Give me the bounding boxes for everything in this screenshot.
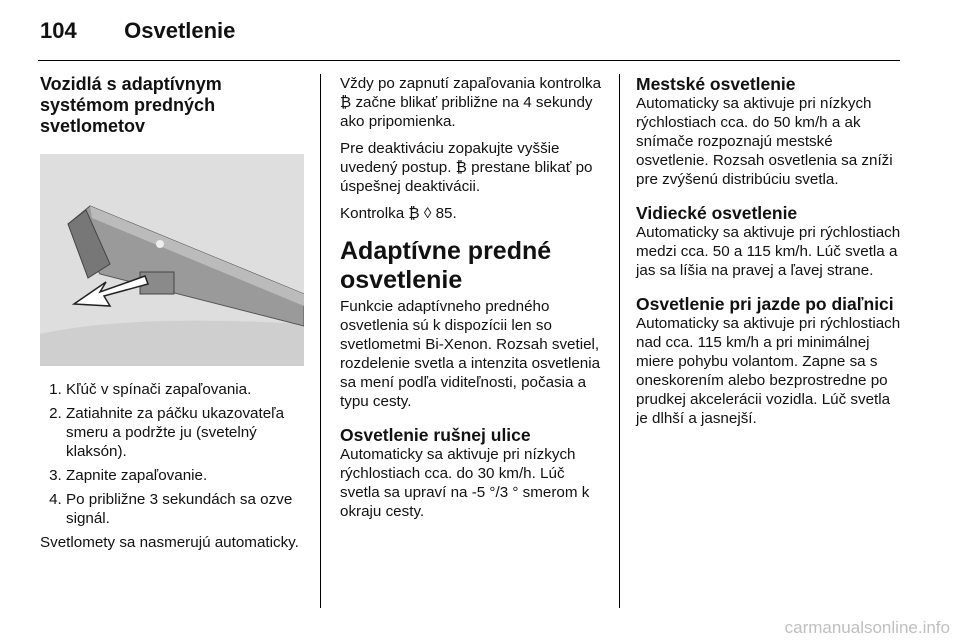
motorway-lighting-text: Automaticky sa aktivuje pri rýchlostiach nad cca. 115 km/h a pri minimálnej miere pohybu volantom. Zapne sa s oneskorením alebo bezprostredne po prudkej akcelerácii vozidla. Lúč svetla je dlhší a jasnejší. [636,315,901,427]
rural-lighting-heading: Vidiecké osvetlenie [636,203,798,223]
page-header [40,18,235,44]
column-2 [340,74,606,529]
lever-illustration [40,154,304,366]
step-item: 4. Po približne 3 sekundách sa ozve signál. [66,490,306,528]
busy-street-heading: Osvetlenie rušnej ulice [340,425,531,445]
watermark: carmanualsonline.info [784,618,950,637]
page-number: 104 [40,18,77,43]
motorway-lighting-heading: Osvetlenie pri jazde po diaľnici [636,294,894,314]
note-paragraph: Svetlomety sa nasmerujú automaticky. [40,534,299,551]
busy-street-text: Automaticky sa aktivuje pri nízkych rýchlostiach cca. do 30 km/h. Lúč svetla sa upraví na -5 °/3 ° smerom k okraju cesty. [340,446,590,520]
section-title: Osvetlenie [124,18,236,43]
city-lighting-text: Automaticky sa aktivuje pri nízkych rýchlostiach cca. do 50 km/h a ak snímače rozpoznajú mestské osvetlenie. Rozsah osvetlenia sa zníži pre zvýšenú distribúciu svetla. [636,95,893,188]
section-heading: Adaptívne predné osvetlenie [340,237,552,294]
subsection-title: Vozidlá s adaptívnym systémom predných svetlometov [40,74,222,136]
turn-signal-lever-figure [40,154,304,366]
step-item: 3. Zapnite zapaľovanie. [66,466,306,485]
reference-paragraph: Kontrolka ₿ ◊ 85. [340,205,457,222]
column-divider-1 [320,74,321,608]
rural-lighting-text: Automaticky sa aktivuje pri rýchlostiach medzi cca. 50 a 115 km/h. Lúč svetla a jas sa líšia na pravej a ľavej strane. [636,224,901,279]
step-item: 2. Zatiahnite za páčku ukazovateľa smeru a podržte ju (svetelný klaksón). [66,404,306,461]
city-lighting-heading: Mestské osvetlenie [636,74,796,94]
column-3 [636,74,902,436]
deactivation-paragraph: Pre deaktiváciu zopakujte vyššie uvedený postup. ₿ prestane blikať po úspešnej deaktivácii. [340,140,593,195]
column-1 [40,74,306,560]
step-item: 1. Kľúč v spínači zapaľovania. [66,380,306,399]
intro-paragraph: Funkcie adaptívneho predného osvetlenia sú k dispozícii len so svetlometmi Bi-Xenon. Rozsah svetiel, rozdelenie svetla a intenzita osvetlenia sa mení podľa viditeľnosti, počasia a typu cesty. [340,298,601,410]
column-divider-2 [619,74,620,608]
steps-list [40,380,306,528]
header-rule [38,60,900,61]
reminder-paragraph: Vždy po zapnutí zapaľovania kontrolka ₿ začne blikať približne na 4 sekundy ako pripomienka. [340,75,602,130]
